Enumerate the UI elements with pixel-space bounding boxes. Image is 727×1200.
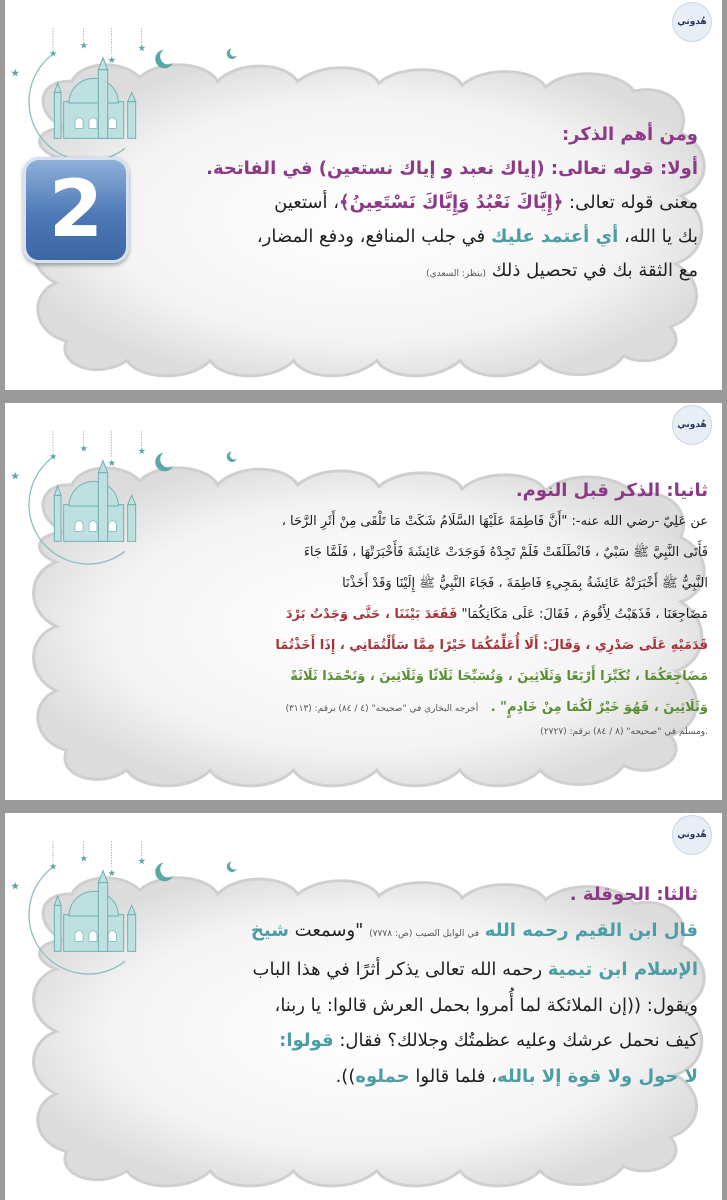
quote-line-3: ويقول: ((إن الملائكة لما أُمروا بحمل العرش قالوا: يا ربنا، bbox=[274, 994, 698, 1016]
card1-text bbox=[98, 118, 698, 291]
card-sleep-dhikr bbox=[5, 403, 722, 800]
say-word: قولوا: bbox=[279, 1030, 334, 1051]
shaykh-word: شيخ bbox=[250, 919, 289, 941]
verse-text: ﴿إِيَّاكَ نَعْبُدُ وَإِيَّاكَ نَسْتَعِينُ﴾ bbox=[339, 192, 564, 213]
hadith-line-1: عن عَلِيّ -رضي الله عنه-: "أَنَّ فَاطِمَةَ عَلَيْهَا السَّلَامُ شَكَتْ مَا تَلْقَى مِنْ أَثَرِ الرَّحَا ، bbox=[281, 514, 708, 529]
line2-suffix: في جلب المنافع، ودفع المضار، bbox=[256, 226, 492, 247]
line5-end: )). bbox=[335, 1065, 356, 1087]
hadith-line-3: النَّبِيُّ ﷺ أَخْبَرَتْهُ عَائِشَةُ بِمَجِيءِ فَاطِمَةَ ، فَجَاءَ النَّبِيُّ ﷺ إِلَيْنَا وَقَدْ أَخَذْنَا bbox=[342, 576, 708, 591]
logo-text: هُدوني bbox=[677, 830, 707, 840]
meaning-line bbox=[98, 186, 698, 220]
section-title: ثالثا: الحوقلة . bbox=[569, 884, 698, 905]
quote-line-5 bbox=[18, 1059, 698, 1095]
line2-plain: رحمه الله تعالى يذكر أثرًا في هذا الباب bbox=[252, 959, 548, 980]
logo-icon bbox=[672, 2, 712, 42]
line4-plain: كيف نحمل عرشك وعليه عظمتُك وجلالك؟ فقال: bbox=[333, 1030, 698, 1051]
line3-text: مع الثقة بك في تحصيل ذلك bbox=[486, 260, 698, 281]
source-muslim: .ومسلم في "صحيحه" (٨ / ٨٤) برقم: (٢٧٢٧) bbox=[540, 727, 708, 737]
quote-line-4 bbox=[18, 1023, 698, 1059]
hawqala-phrase: لا حول ولا قوة إلا بالله bbox=[496, 1065, 698, 1087]
logo-icon bbox=[672, 405, 712, 445]
meaning-prefix: معنى قوله تعالى: bbox=[563, 192, 698, 213]
source-note: في الوابل الصيب (ص: ٧٧٧٨) bbox=[369, 928, 480, 939]
hadith-line-2: فَأَتَى النَّبِيَّ ﷺ سَبْيٌ ، فَانْطَلَقَتْ فَلَمْ تَجِدْهُ فَوَجَدَتْ عَائِشَةَ فَأَخْبَرَتْهَا ، فَلَمَّا جَاءَ bbox=[303, 545, 708, 560]
card3-text bbox=[18, 877, 698, 1094]
meaning-suffix: ، أستعين bbox=[274, 192, 340, 213]
ibn-taymiyya: الإسلام ابن تيمية bbox=[547, 959, 698, 980]
hadith-line-7 bbox=[18, 692, 708, 725]
logo-icon bbox=[672, 815, 712, 855]
source-note: (بنظر: السعدي) bbox=[426, 269, 487, 279]
hadith-line-4 bbox=[18, 599, 708, 630]
source-bukhari: أخرجه البخاري في "صحيحه" (٤ / ٨٤) برقم: (٣١١٣) bbox=[285, 704, 479, 714]
section-heading: ومن أهم الذكر: bbox=[561, 124, 698, 145]
card-hawqala bbox=[5, 813, 722, 1200]
hadith-line-5: قَدَمَيْهِ عَلَى صَدْرِي ، وَقَالَ: أَلَا أُعَلِّمُكُمَا خَيْرًا مِمَّا سَأَلْتُمَانِي ، إِذَا أَخَذْتُمَا bbox=[275, 638, 708, 653]
number-badge: 2 bbox=[23, 157, 129, 263]
first-title: أولا: قوله تعالى: (إياك نعبد و إياك نستعين) في الفاتحة. bbox=[206, 158, 698, 179]
meaning-line-3 bbox=[98, 254, 698, 291]
card2-text bbox=[18, 476, 708, 739]
ibn-qayyim: قال ابن القيم رحمه الله bbox=[484, 919, 698, 941]
quote-line-2 bbox=[18, 952, 698, 988]
section-title: ثانيا: الذكر قبل النوم. bbox=[515, 480, 708, 501]
hadith-line-6: مَضَاجِعَكُمَا ، تُكَبِّرَا أَرْبَعًا وَثَلَاثِينَ ، وَتُسَبِّحَا ثَلَاثًا وَثَلَاثِينَ ، وَتَحْمَدَا ثَلَاثَةً bbox=[290, 669, 708, 684]
quote-line-1 bbox=[18, 913, 698, 953]
logo-text: هُدوني bbox=[677, 17, 707, 27]
line7-green: وَثَلَاثِينَ ، فَهُوَ خَيْرٌ لَكُمَا مِنْ خَادِمٍ" . bbox=[490, 700, 708, 715]
carried-word: حملوه bbox=[355, 1065, 410, 1087]
meaning-line-2 bbox=[98, 220, 698, 254]
line5-plain: ، فلما قالوا bbox=[409, 1065, 497, 1087]
line2-highlight: أي أعتمد عليك bbox=[491, 226, 619, 247]
logo-text: هُدوني bbox=[677, 420, 707, 430]
line4-plain: مَضَاجِعَنَا ، فَذَهَبْتُ لِأَقُومَ ، فَقَالَ: عَلَى مَكَانِكُمَا" bbox=[457, 607, 708, 622]
line1-plain: "وسمعت bbox=[288, 919, 370, 941]
card-first-dhikr bbox=[5, 0, 722, 390]
line2-prefix: بك يا الله، bbox=[618, 226, 698, 247]
line4-red: فَقَعَدَ بَيْنَنَا ، حَتَّى وَجَدْتُ بَرْدَ bbox=[285, 607, 458, 622]
